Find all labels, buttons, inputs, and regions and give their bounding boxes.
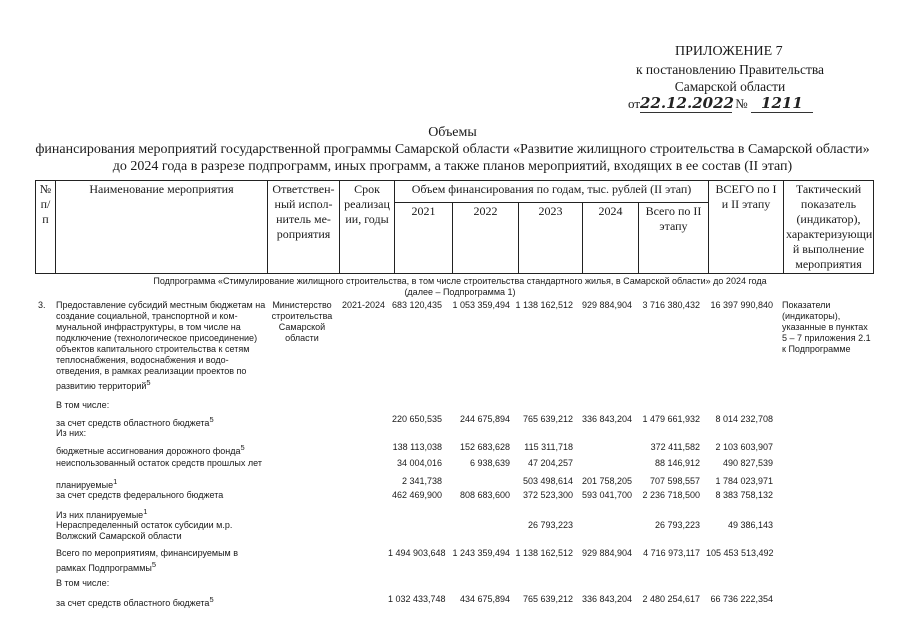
header-total2: Всего по II этапу bbox=[639, 202, 709, 273]
sub-row-value-v2021: 462 469,900 bbox=[391, 490, 442, 500]
handwritten-number: 1211 bbox=[751, 94, 813, 113]
sub-row-value-v2022: 1 243 359,494 bbox=[452, 548, 510, 558]
sub-row-value-v2023: 503 498,614 bbox=[522, 476, 573, 486]
sub-row-label-text: Из них планируемые bbox=[56, 510, 144, 520]
sub-row-value-v2022: 6 938,639 bbox=[469, 458, 510, 468]
subprogram-line2: (далее – Подпрограмма 1) bbox=[404, 287, 516, 297]
sub-row-label-text: Из них: bbox=[56, 428, 87, 438]
sub-row-label bbox=[56, 594, 266, 609]
sub-row-footnote: 1 bbox=[143, 507, 148, 516]
sub-row-label bbox=[56, 414, 266, 429]
sub-row-label-text: В том числе: bbox=[56, 400, 110, 410]
sub-row-value-total2: 2 236 718,500 bbox=[642, 490, 700, 500]
header-responsible: Ответствен-ный испол-нитель ме-роприятия bbox=[268, 181, 340, 274]
sub-row-footnote: 5 bbox=[240, 443, 245, 452]
row3-2021: 683 120,435 bbox=[391, 300, 442, 310]
sub-row-value-v2023: 115 311,718 bbox=[524, 442, 573, 452]
document-title bbox=[0, 124, 905, 175]
sub-row-value-v2022: 808 683,600 bbox=[459, 490, 510, 500]
sub-row-value-v2023: 47 204,257 bbox=[527, 458, 573, 468]
sub-row-value-v2023: 1 138 162,512 bbox=[515, 548, 573, 558]
sub-row-value-total: 49 386,143 bbox=[727, 520, 773, 530]
sub-row-value-total: 105 453 513,492 bbox=[706, 548, 774, 558]
row3-indicator: Показатели (индикаторы), указанные в пунктах 5 – 7 приложения 2.1 к Подпрограмме bbox=[782, 300, 871, 354]
row3-name-cell bbox=[56, 300, 268, 392]
sub-row-label-text: Всего по мероприятиям, финансируемым в рамках Подпрограммы bbox=[56, 548, 239, 573]
header-total: ВСЕГО по I и II этапу bbox=[709, 181, 784, 274]
header-2024: 2024 bbox=[583, 202, 639, 273]
row3-2022: 1 053 359,494 bbox=[452, 300, 510, 310]
sub-row-value-v2024: 593 041,700 bbox=[581, 490, 632, 500]
handwritten-date: 22.12.2022 bbox=[640, 94, 734, 112]
sub-row-label bbox=[56, 428, 266, 439]
row3-responsible: Министерство строительства Самарской области bbox=[271, 300, 333, 343]
sub-row-label-text: за счет средств федерального бюджета bbox=[56, 490, 224, 500]
subprogram-line1: Подпрограмма «Стимулирование жилищного строительства, в том числе строительства стандартного жилья, в Самарской области» до 2024 года bbox=[153, 276, 767, 286]
title-line3: до 2024 года в разрезе подпрограмм, иных программ, а также планов мероприятий, входящих в ее состав (II этап) bbox=[112, 159, 793, 174]
sub-row-footnote: 5 bbox=[209, 415, 214, 424]
sub-row-footnote: 5 bbox=[151, 560, 157, 569]
sub-row-value-total: 66 736 222,354 bbox=[710, 594, 773, 604]
sub-row-value-v2021: 1 032 433,748 bbox=[388, 594, 446, 604]
sub-row-value-total: 2 103 603,907 bbox=[715, 442, 773, 452]
appendix-signature-line bbox=[628, 94, 813, 113]
sub-row-label-text: планируемые bbox=[56, 480, 114, 490]
appendix-line1: к постановлению Правительства bbox=[635, 62, 825, 77]
number-label: № bbox=[735, 96, 748, 111]
sub-row-value-v2023: 372 523,300 bbox=[522, 490, 573, 500]
sub-row-value-total2: 372 411,582 bbox=[650, 442, 700, 452]
row3-name: Предоставление субсидий местным бюджетам на создание социальной, транспортной и ком-мунальной инфраструктуры, в том числе на подключение (технологическое присоединение) объектов капитального строительства к сетям теплоснабжения, водоснабжения и водо-отведения, в рамках реализации проектов по развитию территорий bbox=[56, 300, 266, 391]
sub-row-footnote: 1 bbox=[113, 477, 118, 486]
row3-num: 3. bbox=[38, 300, 46, 310]
sub-row-value-v2024: 201 758,205 bbox=[581, 476, 632, 486]
sub-row-value-total2: 4 716 973,117 bbox=[643, 548, 700, 558]
sub-row-value-v2024: 336 843,204 bbox=[581, 414, 632, 424]
sub-row-value-v2024: 336 843,204 bbox=[581, 594, 632, 604]
row3-sup: 5 bbox=[146, 378, 151, 387]
sub-row-value-total: 1 784 023,971 bbox=[715, 476, 773, 486]
sub-row-value-v2023: 765 639,212 bbox=[522, 414, 573, 424]
sub-row-label-text: за счет средств областного бюджета bbox=[56, 598, 210, 608]
sub-row-value-v2021: 220 650,535 bbox=[391, 414, 442, 424]
title-line2: финансирования мероприятий государственной программы Самарской области «Развитие жилищного строительства в Самарской области» bbox=[35, 142, 870, 157]
header-2021: 2021 bbox=[395, 202, 453, 273]
sub-row-value-total: 8 383 758,132 bbox=[715, 490, 773, 500]
sub-row-value-v2024: 929 884,904 bbox=[581, 548, 632, 558]
title-line1: Объемы bbox=[428, 125, 477, 140]
sub-row-value-total: 490 827,539 bbox=[722, 458, 773, 468]
sub-row-value-total2: 1 479 661,932 bbox=[642, 414, 700, 424]
header-name: Наименование мероприятия bbox=[56, 181, 268, 274]
header-num: № п/п bbox=[36, 181, 56, 274]
header-term: Срок реализац ии, годы bbox=[340, 181, 395, 274]
header-indicator: Тактический показатель (индикатор), характеризующи й выполнение мероприятия bbox=[784, 181, 874, 274]
sub-row-value-total2: 26 793,223 bbox=[654, 520, 700, 530]
row3-total: 16 397 990,840 bbox=[710, 300, 773, 310]
sub-row-value-v2022: 434 675,894 bbox=[459, 594, 510, 604]
sub-row-label-text: В том числе: bbox=[56, 578, 110, 588]
sub-row-value-total: 8 014 232,708 bbox=[715, 414, 773, 424]
sub-row-value-v2023: 26 793,223 bbox=[527, 520, 573, 530]
header-2022: 2022 bbox=[453, 202, 519, 273]
sub-row-label bbox=[56, 442, 266, 457]
sub-row-label bbox=[56, 506, 266, 521]
row3-term: 2021-2024 bbox=[342, 300, 386, 310]
sub-row-value-v2021: 1 494 903,648 bbox=[388, 548, 446, 558]
row3-2024: 929 884,904 bbox=[581, 300, 632, 310]
subprogram-heading bbox=[80, 276, 840, 298]
sub-row-value-total2: 2 480 254,617 bbox=[642, 594, 700, 604]
row3-2023: 1 138 162,512 bbox=[515, 300, 573, 310]
sub-row-value-v2021: 138 113,038 bbox=[392, 442, 442, 452]
from-label: от bbox=[628, 96, 641, 111]
appendix-line2: Самарской области bbox=[674, 79, 786, 94]
sub-row-label bbox=[56, 400, 266, 411]
sub-row-label-text: бюджетные ассигнования дорожного фонда bbox=[56, 446, 241, 456]
sub-row-value-v2021: 34 004,016 bbox=[396, 458, 442, 468]
sub-row-value-total2: 707 598,557 bbox=[649, 476, 700, 486]
sub-row-label-text: Нераспределенный остаток субсидии м.р. Волжский Самарской области bbox=[56, 520, 233, 541]
sub-row-value-v2023: 765 639,212 bbox=[522, 594, 573, 604]
sub-row-label bbox=[56, 490, 266, 501]
sub-row-value-total2: 88 146,912 bbox=[654, 458, 700, 468]
sub-row-footnote: 5 bbox=[209, 595, 214, 604]
sub-row-label bbox=[56, 520, 266, 542]
sub-row-value-v2022: 244 675,894 bbox=[459, 414, 510, 424]
sub-row-label-text: неиспользованный остаток средств прошлых лет bbox=[56, 458, 262, 468]
sub-row-label bbox=[56, 458, 266, 469]
sub-row-label bbox=[56, 476, 266, 491]
financing-table-header bbox=[35, 180, 874, 274]
sub-row-label bbox=[56, 578, 266, 589]
sub-row-label bbox=[56, 548, 266, 574]
appendix-title: ПРИЛОЖЕНИЕ 7 bbox=[675, 44, 783, 59]
header-2023: 2023 bbox=[519, 202, 583, 273]
sub-row-value-v2021: 2 341,738 bbox=[401, 476, 442, 486]
header-volume: Объем финансирования по годам, тыс. рублей (II этап) bbox=[395, 181, 709, 203]
sub-row-value-v2022: 152 683,628 bbox=[459, 442, 510, 452]
sub-row-label-text: за счет средств областного бюджета bbox=[56, 418, 210, 428]
row3-total2: 3 716 380,432 bbox=[642, 300, 700, 310]
